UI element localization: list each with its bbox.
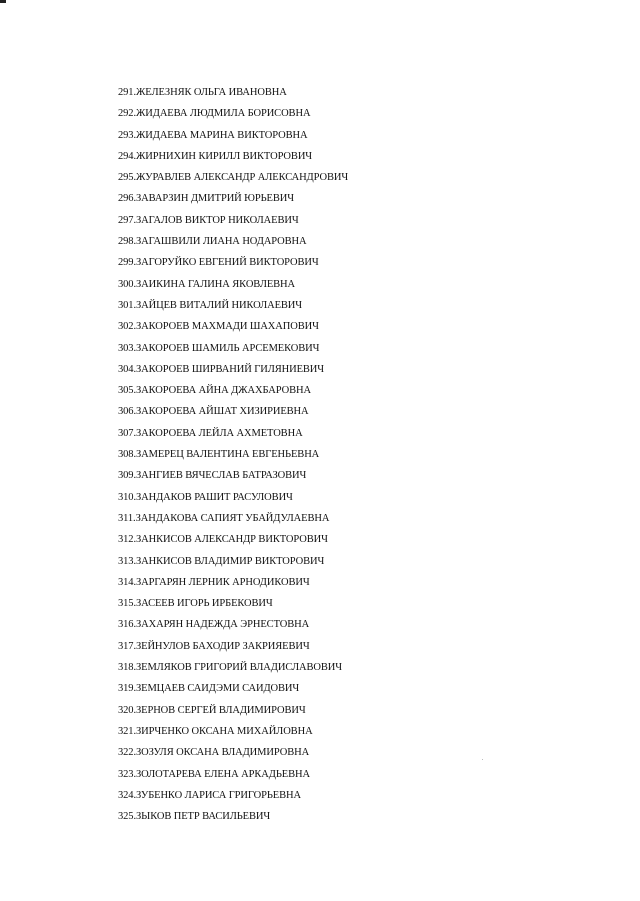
name-entry: 310.ЗАНДАКОВ РАШИТ РАСУЛОВИЧ bbox=[118, 491, 293, 503]
scan-speck bbox=[482, 759, 483, 760]
name-entry: 321.ЗИРЧЕНКО ОКСАНА МИХАЙЛОВНА bbox=[118, 725, 313, 737]
name-entry: 313.ЗАНКИСОВ ВЛАДИМИР ВИКТОРОВИЧ bbox=[118, 555, 325, 567]
name-entry: 320.ЗЕРНОВ СЕРГЕЙ ВЛАДИМИРОВИЧ bbox=[118, 704, 306, 716]
name-entry: 301.ЗАЙЦЕВ ВИТАЛИЙ НИКОЛАЕВИЧ bbox=[118, 299, 302, 311]
name-entry: 293.ЖИДАЕВА МАРИНА ВИКТОРОВНА bbox=[118, 129, 308, 141]
name-entry: 309.ЗАНГИЕВ ВЯЧЕСЛАВ БАТРАЗОВИЧ bbox=[118, 470, 307, 482]
name-entry: 317.ЗЕЙНУЛОВ БАХОДИР ЗАКРИЯЕВИЧ bbox=[118, 640, 310, 652]
name-entry: 312.ЗАНКИСОВ АЛЕКСАНДР ВИКТОРОВИЧ bbox=[118, 534, 328, 546]
name-entry: 311.ЗАНДАКОВА САПИЯТ УБАЙДУЛАЕВНА bbox=[118, 512, 330, 524]
name-entry: 322.ЗОЗУЛЯ ОКСАНА ВЛАДИМИРОВНА bbox=[118, 747, 310, 759]
name-entry: 318.ЗЕМЛЯКОВ ГРИГОРИЙ ВЛАДИСЛАВОВИЧ bbox=[118, 662, 342, 674]
name-entry: 308.ЗАМЕРЕЦ ВАЛЕНТИНА ЕВГЕНЬЕВНА bbox=[118, 449, 320, 461]
name-entry: 319.ЗЕМЦАЕВ САИДЭМИ САИДОВИЧ bbox=[118, 683, 300, 695]
name-entry: 306.ЗАКОРОЕВА АЙШАТ ХИЗИРИЕВНА bbox=[118, 406, 309, 418]
name-entry: 302.ЗАКОРОЕВ МАХМАДИ ШАХАПОВИЧ bbox=[118, 321, 319, 333]
name-entry: 315.ЗАСЕЕВ ИГОРЬ ИРБЕКОВИЧ bbox=[118, 598, 273, 610]
name-entry: 294.ЖИРНИХИН КИРИЛЛ ВИКТОРОВИЧ bbox=[118, 150, 313, 162]
name-entry: 303.ЗАКОРОЕВ ШАМИЛЬ АРСЕМЕКОВИЧ bbox=[118, 342, 320, 354]
name-entry: 291.ЖЕЛЕЗНЯК ОЛЬГА ИВАНОВНА bbox=[118, 87, 287, 98]
name-entry: 305.ЗАКОРОЕВА АЙНА ДЖАХБАРОВНА bbox=[118, 385, 311, 397]
name-entry: 292.ЖИДАЕВА ЛЮДМИЛА БОРИСОВНА bbox=[118, 108, 311, 120]
name-entry: 304.ЗАКОРОЕВ ШИРВАНИЙ ГИЛЯНИЕВИЧ bbox=[118, 363, 325, 375]
scan-corner-mark bbox=[0, 0, 6, 3]
name-entry: 297.ЗАГАЛОВ ВИКТОР НИКОЛАЕВИЧ bbox=[118, 214, 299, 226]
name-entry: 295.ЖУРАВЛЕВ АЛЕКСАНДР АЛЕКСАНДРОВИЧ bbox=[118, 172, 349, 184]
name-entry: 300.ЗАИКИНА ГАЛИНА ЯКОВЛЕВНА bbox=[118, 278, 296, 290]
name-entry: 307.ЗАКОРОЕВА ЛЕЙЛА АХМЕТОВНА bbox=[118, 427, 303, 439]
name-entry: 314.ЗАРГАРЯН ЛЕРНИК АРНОДИКОВИЧ bbox=[118, 576, 310, 588]
name-entry: 296.ЗАВАРЗИН ДМИТРИЙ ЮРЬЕВИЧ bbox=[118, 193, 294, 205]
name-entry: 325.ЗЫКОВ ПЕТР ВАСИЛЬЕВИЧ bbox=[118, 811, 271, 823]
name-entry: 316.ЗАХАРЯН НАДЕЖДА ЭРНЕСТОВНА bbox=[118, 619, 310, 631]
name-list bbox=[118, 82, 348, 827]
name-entry: 323.ЗОЛОТАРЕВА ЕЛЕНА АРКАДЬЕВНА bbox=[118, 768, 310, 780]
name-entry: 298.ЗАГАШВИЛИ ЛИАНА НОДАРОВНА bbox=[118, 236, 307, 248]
name-entry: 324.ЗУБЕНКО ЛАРИСА ГРИГОРЬЕВНА bbox=[118, 789, 301, 801]
name-entry: 299.ЗАГОРУЙКО ЕВГЕНИЙ ВИКТОРОВИЧ bbox=[118, 257, 319, 269]
